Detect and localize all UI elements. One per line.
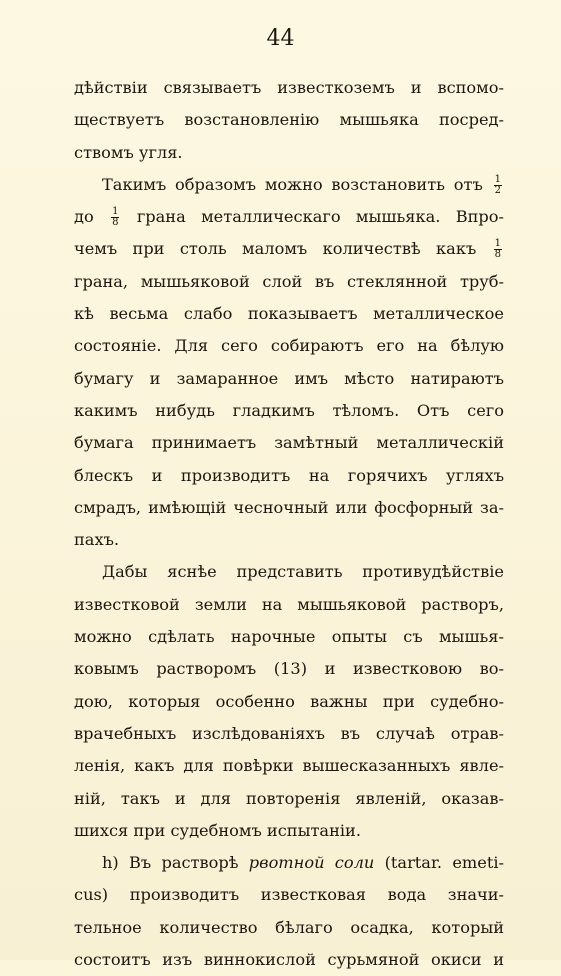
text-line — [74, 201, 504, 233]
text-line: ствомъ угля. — [74, 142, 183, 162]
text-line: шихся при судебномъ испытаніи. — [74, 820, 361, 840]
text-line: какимъ нибудь гладкимъ тѣломъ. Отъ сего — [74, 400, 504, 420]
fraction-half — [494, 175, 502, 196]
body-text — [74, 72, 504, 976]
text-line: дою, которыя особенно важны при судебно- — [74, 691, 504, 711]
text-line: состоитъ изъ виннокислой сурьмяной окиси и — [74, 950, 504, 970]
text-line: блескъ и производитъ на горячихъ угляхъ — [74, 465, 504, 485]
text-line: бумагу и замаранное имъ мѣсто натираютъ — [74, 368, 504, 388]
text-line — [74, 169, 504, 201]
fraction-eighth — [111, 207, 119, 228]
text-line: состояніе. Для сего собираютъ его на бѣлую — [74, 336, 504, 356]
text-fragment: чемъ при столь маломъ количествѣ какъ — [74, 239, 477, 259]
text-line — [74, 233, 504, 265]
page-number: 44 — [266, 26, 295, 51]
fraction-eighth — [494, 239, 502, 260]
text-line: Дабы яснѣе представить противудѣйствіе — [102, 562, 504, 582]
text-line: бумага принимаетъ замѣтный металлическій — [74, 433, 504, 453]
text-line: смрадъ, имѣющій чесночный или фосфорный за- — [74, 497, 504, 517]
text-line: ленія, какъ для повѣрки вышесказанныхъ явле- — [74, 756, 504, 776]
text-line: кѣ весьма слабо показываетъ металлическое — [74, 304, 504, 324]
fraction-denominator: 8 — [494, 249, 501, 261]
text-line: ковымъ растворомъ (13) и известковою во- — [74, 659, 504, 679]
text-fragment: (tartar. emeti- — [384, 853, 504, 873]
fraction-numerator: 1 — [494, 238, 501, 250]
text-line: ній, такъ и для повторенія явленій, оказав- — [74, 788, 504, 808]
text-line — [74, 847, 504, 879]
text-line: известковой земли на мышьяковой растворъ, — [74, 594, 504, 614]
text-line: ществуетъ возстановленію мышьяка посред- — [74, 110, 504, 130]
text-line: можно сдѣлать нарочные опыты съ мышья- — [74, 627, 504, 647]
text-line: пахъ. — [74, 530, 120, 550]
text-line: тельное количество бѣлаго осадка, который — [74, 917, 504, 937]
fraction-denominator: 8 — [112, 217, 119, 229]
fraction-numerator: 1 — [494, 173, 502, 185]
text-line: грана, мышьяковой слой въ стеклянной труб- — [74, 271, 504, 291]
text-line: cus) производитъ известковая вода значи- — [74, 885, 504, 905]
text-line: врачебныхъ изслѣдованіяхъ въ случаѣ отрав- — [74, 723, 504, 743]
text-fragment: до — [74, 207, 94, 227]
text-fragment: Такимъ образомъ можно возстановить отъ — [102, 174, 483, 194]
text-line: дѣйствіи связываетъ известкоземъ и вспомо- — [74, 78, 504, 97]
italic-term: рвотной соли — [248, 853, 375, 873]
text-fragment: грана металлическаго мышьяка. Впро- — [136, 207, 504, 227]
text-fragment: h) Въ растворѣ — [102, 853, 239, 873]
fraction-denominator: 2 — [494, 184, 502, 196]
fraction-numerator: 1 — [112, 206, 119, 218]
